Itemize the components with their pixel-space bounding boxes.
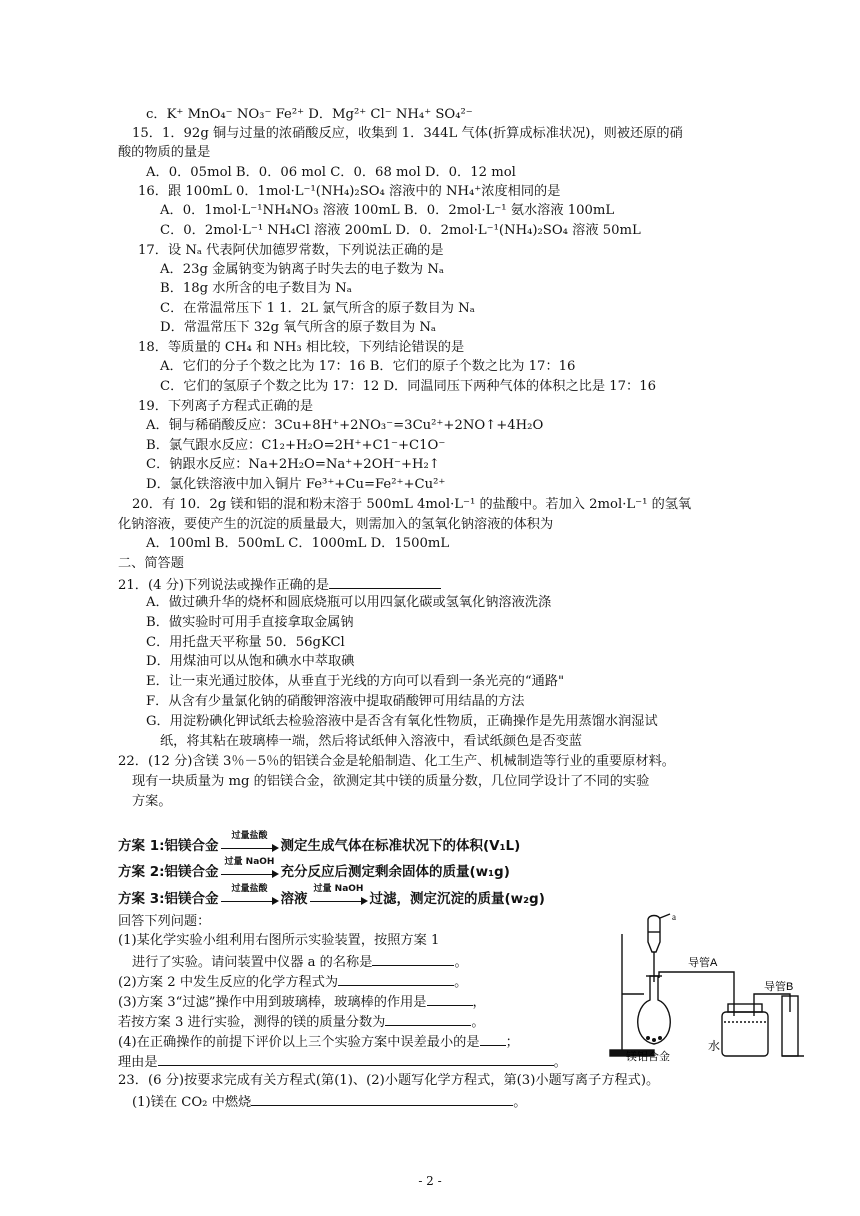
question-17-option-c: C．在常温常压下 1 1．2L 氯气所含的原子数目为 Nₐ xyxy=(160,301,475,316)
question-23-part-1: (1)镁在 CO₂ 中燃烧 。 xyxy=(132,1092,526,1112)
question-19-option-a: A．铜与稀硝酸反应：3Cu+8H⁺+2NO₃⁻=3Cu²⁺+2NO↑+4H₂O xyxy=(146,418,544,433)
answer-blank xyxy=(372,952,454,966)
subquestion-4-cont: 理由是 。 xyxy=(118,1052,567,1072)
label-tube-a: 导管A xyxy=(688,957,718,969)
question-21-option-d: D．用煤油可以从饱和碘水中萃取碘 xyxy=(146,654,355,669)
question-18-options-ab: A．它们的分子个数之比为 17：16 B．它们的原子个数之比为 17：16 xyxy=(160,359,576,374)
line-options-c-d: c．K⁺ MnO₄⁻ NO₃⁻ Fe²⁺ D．Mg²⁺ Cl⁻ NH₄⁺ SO₄²⁻ xyxy=(146,107,473,122)
answer-blank xyxy=(427,992,473,1006)
question-16-options-ab: A．0．1mol·L⁻¹NH₄NO₃ 溶液 100mL B．0．2mol·L⁻¹ 氨水溶液 100mL xyxy=(160,203,615,218)
subquestion-1-cont: 进行了实验。请问装置中仪器 a 的名称是 。 xyxy=(132,952,468,972)
question-22-cont: 现有一块质量为 mg 的铝镁合金，欲测定其中镁的质量分数，几位同学设计了不同的实验 xyxy=(132,774,650,789)
arrow: 过量盐酸 xyxy=(221,892,279,906)
question-18: 18．等质量的 CH₄ 和 NH₃ 相比较，下列结论错误的是 xyxy=(138,340,465,355)
question-21-option-g: G．用淀粉碘化钾试纸去检验溶液中是否含有氧化性物质，正确操作是先用蒸馏水润湿试 xyxy=(146,714,658,729)
question-21-option-b: B．做实验时可用手直接拿取金属钠 xyxy=(146,615,354,630)
question-21-option-a: A．做过碘升华的烧杯和圆底烧瓶可以用四氯化碳或氢氧化钠溶液洗涤 xyxy=(146,595,552,610)
answer-blank xyxy=(338,972,454,986)
label-a: a xyxy=(672,912,676,922)
question-21-option-f: F．从含有少量氯化钠的硝酸钾溶液中提取硝酸钾可用结晶的方法 xyxy=(146,694,525,709)
question-22-cont2: 方案。 xyxy=(132,794,172,809)
label-tube-b: 导管B xyxy=(764,981,794,993)
page-number: - 2 - xyxy=(418,1174,442,1188)
answer-blank xyxy=(251,1092,513,1106)
question-22: 22．(12 分)含镁 3％－5％的铝镁合金是轮船制造、化工生产、机械制造等行业的重要原材料。 xyxy=(118,754,675,769)
question-15-cont: 酸的物质的量是 xyxy=(118,145,211,160)
question-21-option-e: E．让一束光通过胶体，从垂直于光线的方向可以看到一条光亮的“通路" xyxy=(146,674,565,689)
subquestion-2: (2)方案 2 中发生反应的化学方程式为 。 xyxy=(118,972,467,992)
question-20: 20．有 10．2g 镁和铝的混和粉末溶于 500mL 4mol·L⁻¹ 的盐酸中。若加入 2mol·L⁻¹ 的氢氧 xyxy=(132,497,692,512)
arrow: 过量盐酸 xyxy=(221,839,279,853)
label-water: 水 xyxy=(708,1039,721,1053)
question-15: 15．1．92g 铜与过量的浓硝酸反应，收集到 1．344L 气体(折算成标准状况)，则被还原的硝 xyxy=(132,126,683,141)
question-17-option-b: B．18g 水所含的电子数目为 Nₐ xyxy=(160,281,352,296)
question-19-option-c: C．钠跟水反应：Na+2H₂O=Na⁺+2OH⁻+H₂↑ xyxy=(146,457,440,472)
question-17-option-d: D．常温常压下 32g 氧气所含的原子数目为 Nₐ xyxy=(160,320,436,335)
subquestion-3-cont: 若按方案 3 进行实验，测得的镁的质量分数为 。 xyxy=(118,1012,485,1032)
scheme-1: 方案 1:铝镁合金 过量盐酸 测定生成气体在标准状况下的体积(V₁L) xyxy=(118,831,521,854)
apparatus-diagram xyxy=(604,912,824,1062)
answer-blank xyxy=(329,575,441,589)
question-17: 17．设 Nₐ 代表阿伏加德罗常数，下列说法正确的是 xyxy=(138,243,444,258)
scheme-2: 方案 2:铝镁合金 过量 NaOH 充分反应后测定剩余固体的质量(w₁g) xyxy=(118,857,510,880)
question-21-option-g-cont: 纸，将其粘在玻璃棒一端，然后将试纸伸入溶液中，看试纸颜色是否变蓝 xyxy=(160,734,582,749)
label-alloy: 镁铝合金 xyxy=(626,1051,670,1062)
answer-blank xyxy=(480,1032,506,1046)
subquestion-4: (4)在正确操作的前提下评价以上三个实验方案中误差最小的是 ； xyxy=(118,1032,519,1052)
question-23: 23．(6 分)按要求完成有关方程式(第(1)、(2)小题写化学方程式，第(3)小题写离子方程式)。 xyxy=(118,1073,660,1088)
arrow: 过量 NaOH xyxy=(221,865,279,879)
question-21-option-c: C．用托盘天平称量 50．56gKCl xyxy=(146,635,345,650)
question-15-options: A．0．05mol B．0．06 mol C．0．68 mol D．0．12 mol xyxy=(146,165,516,180)
subquestion-1: (1)某化学实验小组利用右图所示实验装置，按照方案 1 xyxy=(118,933,440,948)
answer-blank xyxy=(385,1012,471,1026)
question-19-option-d: D．氯化铁溶液中加入铜片 Fe³⁺+Cu=Fe²⁺+Cu²⁺ xyxy=(146,477,446,492)
question-20-cont: 化钠溶液，要使产生的沉淀的质量最大，则需加入的氢氧化钠溶液的体积为 xyxy=(118,517,554,532)
question-16-options-cd: C．0．2mol·L⁻¹ NH₄Cl 溶液 200mL D．0．2mol·L⁻¹(NH₄)₂SO₄ 溶液 50mL xyxy=(160,223,641,238)
question-21: 21．(4 分)下列说法或操作正确的是 xyxy=(118,575,441,595)
question-18-options-cd: C．它们的氢原子个数之比为 17：12 D．同温同压下两种气体的体积之比是 17：16 xyxy=(160,379,656,394)
answer-intro: 回答下列问题： xyxy=(118,914,211,929)
section-heading: 二、简答题 xyxy=(118,556,184,571)
question-19-option-b: B．氯气跟水反应：C1₂+H₂O=2H⁺+C1⁻+C1O⁻ xyxy=(146,438,446,453)
question-16: 16．跟 100mL 0．1mol·L⁻¹(NH₄)₂SO₄ 溶液中的 NH₄⁺浓度相同的是 xyxy=(138,184,561,199)
question-17-option-a: A．23g 金属钠变为钠离子时失去的电子数为 Nₐ xyxy=(160,262,444,277)
question-20-options: A．100ml B．500mL C．1000mL D．1500mL xyxy=(146,536,450,551)
answer-blank xyxy=(158,1052,554,1066)
subquestion-3: (3)方案 3“过滤”操作中用到玻璃棒，玻璃棒的作用是 ， xyxy=(118,992,486,1012)
question-19: 19．下列离子方程式正确的是 xyxy=(138,399,314,414)
scheme-3: 方案 3:铝镁合金 过量盐酸 溶液 过量 NaOH 过滤，测定沉淀的质量(w₂g) xyxy=(118,884,545,907)
arrow: 过量 NaOH xyxy=(310,892,368,906)
